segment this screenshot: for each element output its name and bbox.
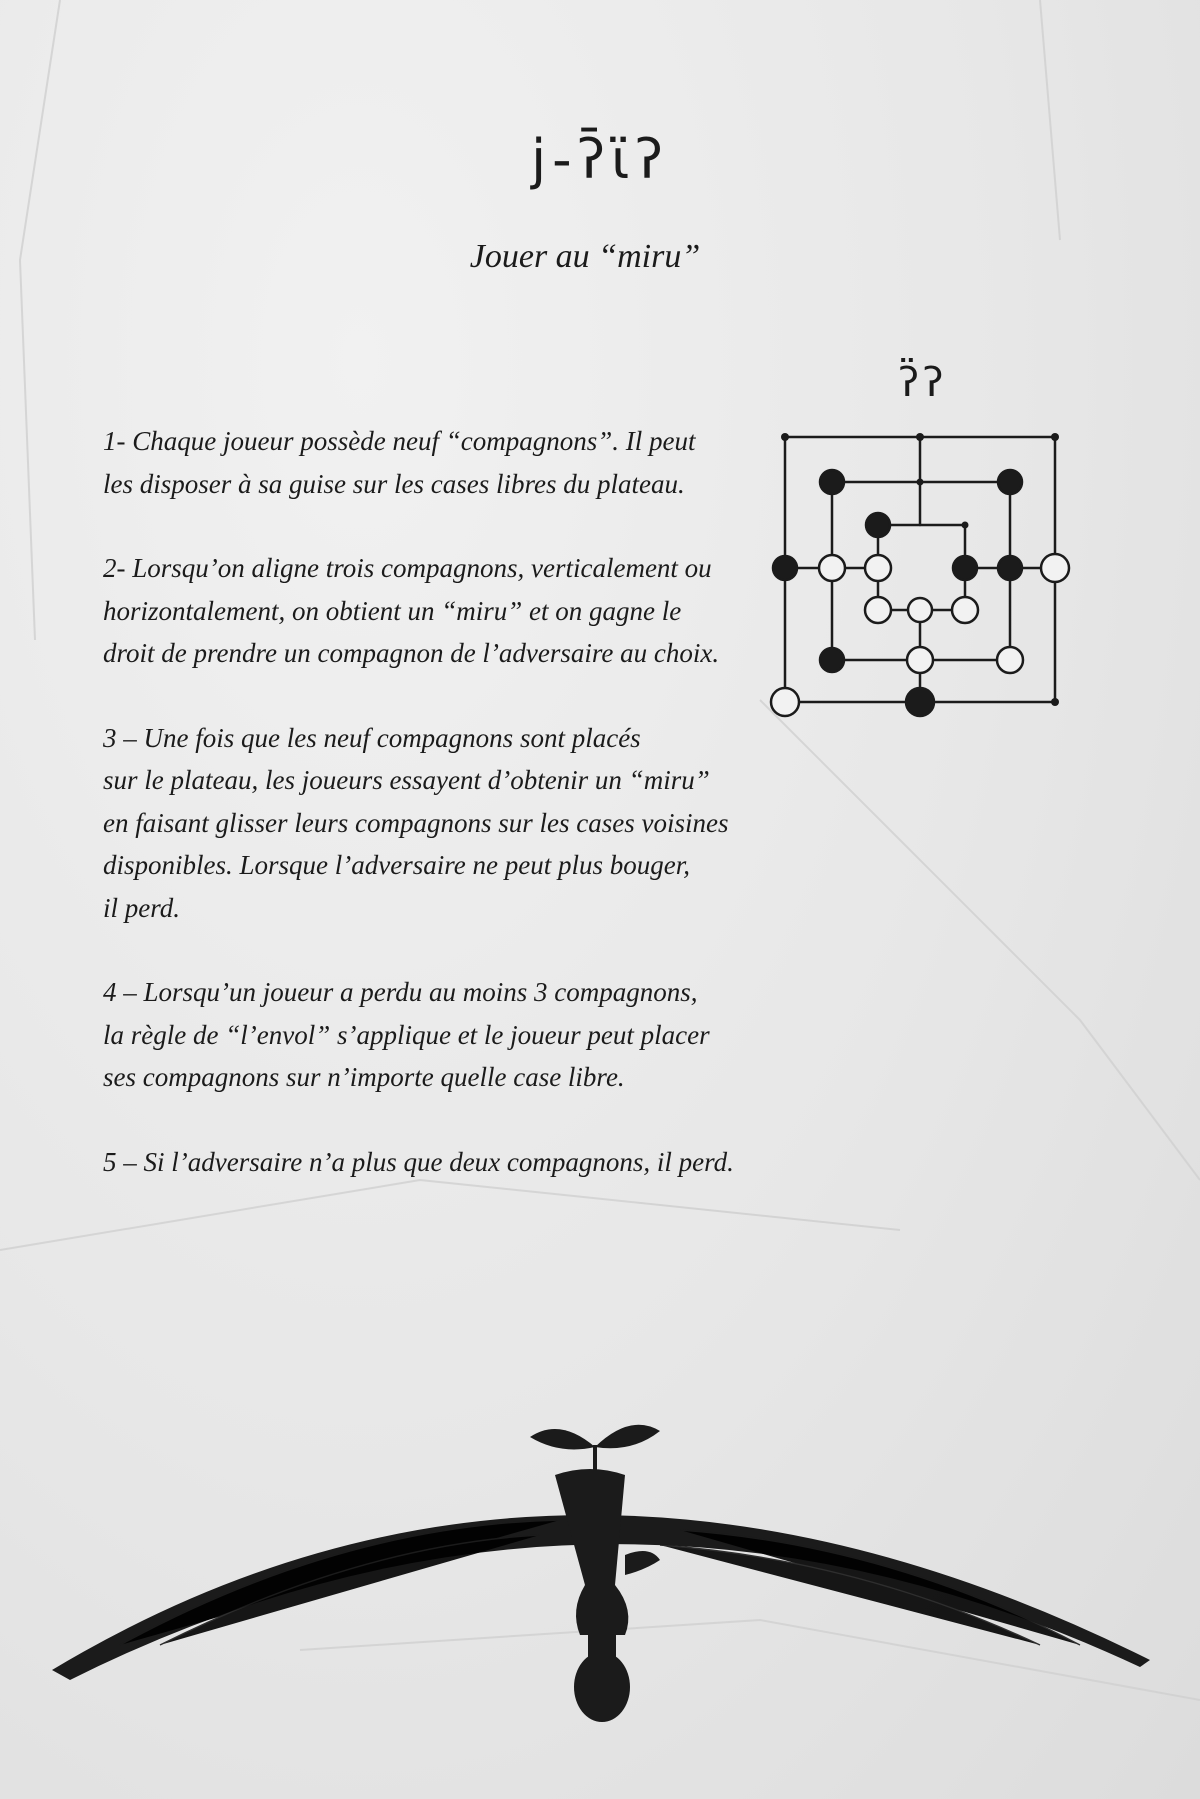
rule-2: 2- Lorsqu’on aligne trois compagnons, verticalement ou horizontalement, on obtient un “miru” et on gagne le droit de prendre un compagnon de l’adversaire au choix. — [103, 553, 720, 668]
rule-1: 1- Chaque joueur possède neuf “compagnons”. Il peut les disposer à sa guise sur les cases libres du plateau. — [103, 426, 696, 499]
page-title-glyphs: j-ʔ̄ɩ̈ʔ — [531, 128, 669, 191]
rule-4: 4 – Lorsqu’un joueur a perdu au moins 3 compagnons, la règle de “l’envol” s’applique et le joueur peut placer ses compagnons sur n’importe quelle case libre. — [103, 977, 710, 1092]
rule-3: 3 – Une fois que les neuf compagnons sont placés sur le plateau, les joueurs essayent d’obtenir un “miru” en faisant glisser leurs compagnons sur les cases voisines disponibles. Lorsque l’adversaire ne peut plus bouger, il perd. — [103, 722, 729, 923]
page-subtitle: Jouer au “miru” — [469, 238, 701, 275]
earth-illustration — [40, 1395, 1170, 1735]
hanging-figure-icon — [555, 1469, 660, 1722]
rules-list — [103, 420, 783, 1225]
miru-board-diagram — [760, 420, 1080, 730]
sprout-icon — [530, 1425, 660, 1475]
rule-5: 5 – Si l’adversaire n’a plus que deux compagnons, il perd. — [103, 1146, 734, 1177]
board-label-glyphs: ʔ̈ʔ — [898, 360, 948, 406]
